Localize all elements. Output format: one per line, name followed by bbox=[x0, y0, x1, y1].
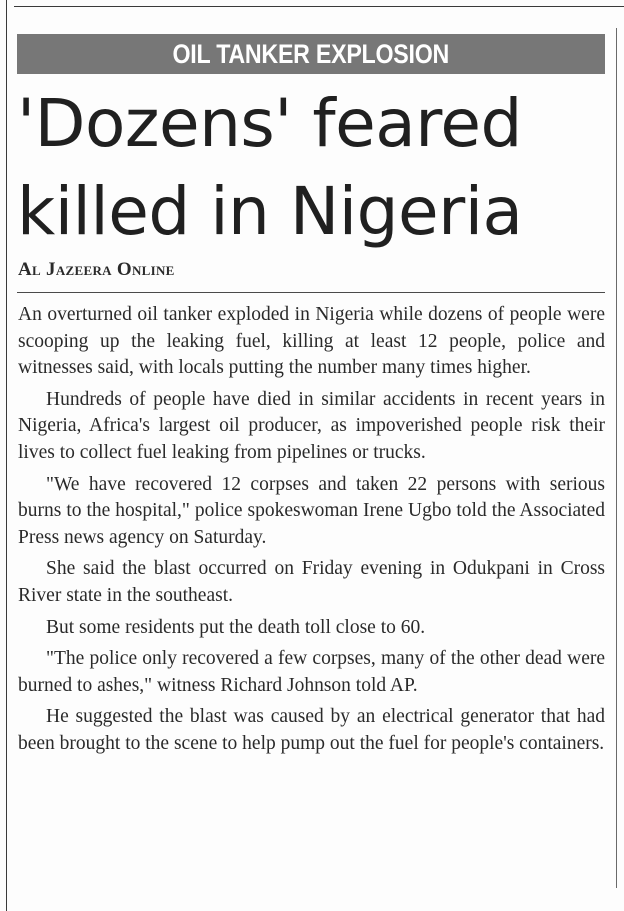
article-paragraph: She said the blast occurred on Friday evening in Odukpani in Cross River state in the southeast. bbox=[18, 558, 605, 606]
headline bbox=[17, 80, 617, 256]
article-body bbox=[18, 302, 605, 763]
kicker-text: OIL TANKER EXPLOSION bbox=[172, 38, 450, 69]
section-kicker-banner bbox=[17, 34, 605, 74]
article-paragraph: An overturned oil tanker exploded in Nigeria while dozens of people were scooping up the leaking fuel, killing at least 12 people, police and witnesses said, with locals putting the number many times higher. bbox=[18, 304, 605, 379]
byline-divider bbox=[17, 292, 605, 293]
headline-line-1: 'Dozens' feared bbox=[17, 85, 522, 162]
article-paragraph: "We have recovered 12 corpses and taken 22 persons with serious burns to the hospital," police spokeswoman Irene Ugbo told the Associated Press news agency on Saturday. bbox=[18, 473, 605, 548]
article-paragraph: He suggested the blast was caused by an electrical generator that had been brought to the scene to help pump out the fuel for people's containers. bbox=[18, 706, 605, 754]
left-border-rule bbox=[6, 0, 7, 911]
headline-line-2: killed in Nigeria bbox=[17, 173, 523, 250]
byline: Al Jazeera Online bbox=[18, 259, 175, 280]
article-paragraph: Hundreds of people have died in similar accidents in recent years in Nigeria, Africa's largest oil producer, as impoverished people risk their lives to collect fuel leaking from pipelines or trucks. bbox=[18, 388, 605, 463]
top-border-rule bbox=[14, 6, 624, 7]
article-paragraph: But some residents put the death toll close to 60. bbox=[46, 616, 426, 638]
article-paragraph: "The police only recovered a few corpses, many of the other dead were burned to ashes," witness Richard Johnson told AP. bbox=[18, 648, 605, 696]
